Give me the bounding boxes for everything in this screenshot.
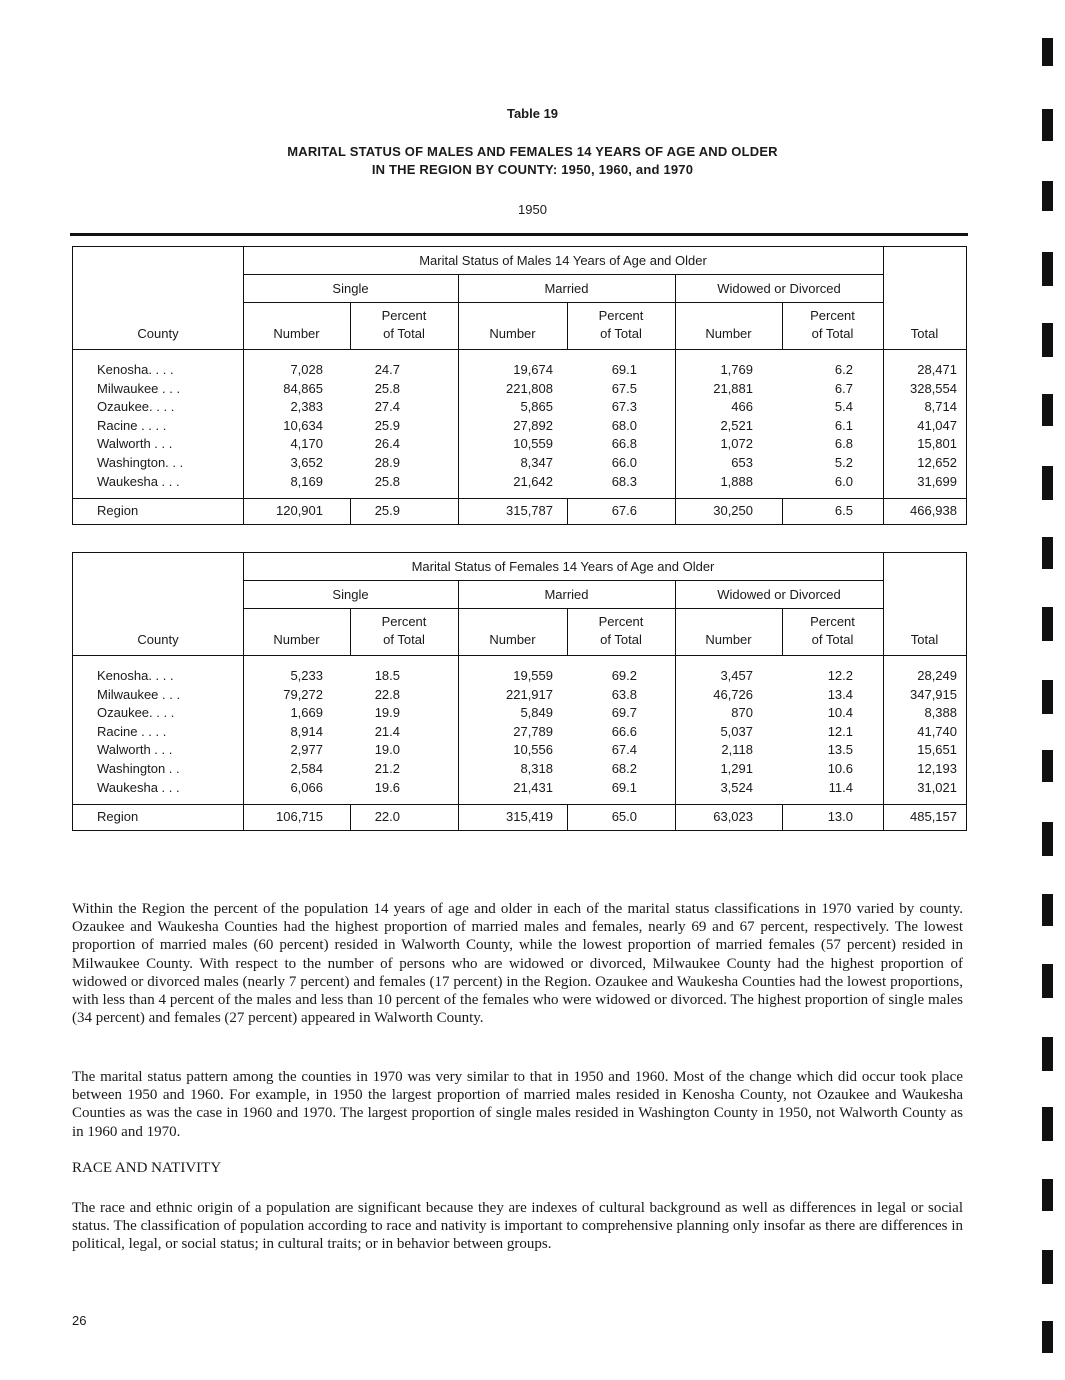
scan-mark bbox=[1042, 964, 1053, 998]
table-banner: Marital Status of Females 14 Years of Age and Older bbox=[411, 559, 715, 574]
row-wid-pct: 12.1 bbox=[827, 723, 853, 739]
scan-mark bbox=[1042, 394, 1053, 426]
paragraph-race: The race and ethnic origin of a population are significant because they are indexes of cultural background as well as differences in legal or social status. The classification of population according to race and nativity is important to comprehensive planning only insofar as there are differences in political, legal, or social status; in cultural traits; or in behavior between groups. bbox=[72, 1200, 963, 1253]
row-county: Walworth . . . bbox=[97, 742, 173, 758]
header-percent: Percent bbox=[598, 308, 644, 323]
row-married-pct: 67.4 bbox=[611, 742, 637, 758]
row-wid-num: 3,524 bbox=[720, 779, 753, 795]
row-total: 15,651 bbox=[917, 742, 957, 758]
row-married-num: 19,674 bbox=[513, 362, 553, 377]
row-county: Kenosha. . . . bbox=[97, 668, 174, 683]
header-county: County bbox=[137, 326, 179, 341]
row-single-num: 7,028 bbox=[290, 362, 323, 377]
row-wid-num: 1,072 bbox=[720, 436, 753, 452]
header-married: Married bbox=[544, 587, 589, 602]
hline bbox=[73, 498, 966, 499]
region-row-single-num: 120,901 bbox=[276, 503, 323, 518]
row-county: Ozaukee. . . . bbox=[97, 399, 175, 415]
row-wid-pct: 12.2 bbox=[827, 668, 853, 683]
row-total: 28,249 bbox=[917, 668, 957, 683]
table-banner: Marital Status of Males 14 Years of Age and Older bbox=[419, 253, 707, 268]
row-wid-pct: 6.0 bbox=[834, 473, 853, 489]
row-wid-num: 21,881 bbox=[713, 380, 753, 396]
hline bbox=[243, 608, 884, 609]
row-single-num: 8,169 bbox=[290, 473, 323, 489]
scan-mark bbox=[1042, 1250, 1053, 1284]
females-table bbox=[72, 552, 967, 831]
region-row-single-num: 106,715 bbox=[276, 809, 323, 824]
row-wid-num: 1,291 bbox=[720, 761, 753, 776]
scan-mark bbox=[1042, 1179, 1053, 1211]
row-married-num: 27,892 bbox=[513, 417, 553, 433]
scan-mark bbox=[1042, 822, 1053, 856]
row-wid-num: 653 bbox=[731, 455, 753, 470]
header-single: Single bbox=[332, 281, 369, 296]
row-married-pct: 68.2 bbox=[611, 761, 637, 776]
row-total: 328,554 bbox=[910, 380, 957, 396]
header-percent: Percent bbox=[810, 308, 855, 323]
row-married-num: 21,431 bbox=[513, 779, 553, 795]
scan-mark bbox=[1042, 252, 1053, 286]
row-county: Kenosha. . . . bbox=[97, 362, 174, 377]
row-married-num: 19,559 bbox=[513, 668, 553, 683]
header-county: County bbox=[137, 632, 179, 647]
row-married-pct: 69.2 bbox=[611, 668, 637, 683]
region-row-married-num: 315,787 bbox=[506, 503, 553, 518]
page-number: 26 bbox=[72, 1313, 87, 1328]
row-total: 31,021 bbox=[917, 779, 957, 795]
row-single-num: 4,170 bbox=[290, 436, 323, 452]
row-single-num: 5,233 bbox=[290, 668, 323, 683]
scan-mark bbox=[1042, 750, 1053, 782]
row-wid-pct: 6.1 bbox=[834, 417, 853, 433]
header-number: Number bbox=[273, 326, 320, 341]
region-row-married-pct: 65.0 bbox=[611, 809, 637, 824]
header-married: Married bbox=[544, 281, 589, 296]
header-number: Number bbox=[489, 632, 536, 647]
header-percent: Percent bbox=[381, 308, 427, 323]
row-single-num: 10,634 bbox=[283, 417, 323, 433]
header-number: Number bbox=[705, 632, 752, 647]
row-single-pct: 19.6 bbox=[374, 779, 400, 795]
region-row-wid-num: 63,023 bbox=[713, 809, 753, 824]
header-percent: Percent bbox=[381, 614, 427, 629]
row-total: 12,193 bbox=[917, 761, 957, 776]
row-total: 347,915 bbox=[910, 686, 957, 702]
region-row-wid-pct: 13.0 bbox=[827, 809, 853, 824]
row-wid-num: 1,888 bbox=[720, 473, 753, 489]
hline bbox=[243, 580, 884, 581]
row-single-num: 84,865 bbox=[283, 380, 323, 396]
row-married-num: 27,789 bbox=[513, 723, 553, 739]
row-county: Racine . . . . bbox=[97, 417, 167, 433]
row-single-pct: 27.4 bbox=[374, 399, 400, 415]
row-wid-pct: 6.7 bbox=[834, 380, 853, 396]
row-married-num: 10,556 bbox=[513, 742, 553, 758]
header-percent: of Total bbox=[811, 632, 854, 647]
row-total: 41,047 bbox=[917, 417, 957, 433]
row-total: 15,801 bbox=[917, 436, 957, 452]
row-married-pct: 66.8 bbox=[611, 436, 637, 452]
row-married-num: 21,642 bbox=[513, 473, 553, 489]
row-single-pct: 25.8 bbox=[374, 473, 400, 489]
row-total: 8,388 bbox=[924, 705, 957, 721]
hline bbox=[73, 804, 966, 805]
region-row-county: Region bbox=[97, 809, 139, 824]
region-row-wid-num: 30,250 bbox=[713, 503, 753, 518]
header-percent: of Total bbox=[600, 326, 642, 341]
row-total: 41,740 bbox=[917, 723, 957, 739]
row-wid-pct: 5.4 bbox=[834, 399, 853, 415]
header-percent: of Total bbox=[600, 632, 642, 647]
header-widowed: Widowed or Divorced bbox=[717, 587, 841, 602]
row-married-pct: 66.6 bbox=[611, 723, 637, 739]
row-married-pct: 69.1 bbox=[611, 362, 637, 377]
row-county: Racine . . . . bbox=[97, 723, 167, 739]
row-wid-pct: 13.5 bbox=[827, 742, 853, 758]
region-row-wid-pct: 6.5 bbox=[834, 503, 853, 518]
row-single-num: 79,272 bbox=[283, 686, 323, 702]
row-married-num: 5,865 bbox=[520, 399, 553, 415]
row-single-num: 2,383 bbox=[290, 399, 323, 415]
row-county: Waukesha . . . bbox=[97, 473, 180, 489]
row-single-pct: 19.0 bbox=[374, 742, 400, 758]
row-total: 12,652 bbox=[917, 455, 957, 470]
scan-mark bbox=[1042, 38, 1053, 66]
hline bbox=[243, 302, 884, 303]
row-married-pct: 66.0 bbox=[611, 455, 637, 470]
row-single-num: 1,669 bbox=[290, 705, 323, 721]
row-wid-num: 46,726 bbox=[713, 686, 753, 702]
header-percent: of Total bbox=[811, 326, 854, 341]
region-row-total: 485,157 bbox=[910, 809, 957, 824]
row-county: Walworth . . . bbox=[97, 436, 173, 452]
row-single-pct: 25.8 bbox=[374, 380, 400, 396]
row-married-pct: 69.7 bbox=[611, 705, 637, 721]
row-wid-pct: 6.8 bbox=[834, 436, 853, 452]
row-wid-pct: 10.4 bbox=[827, 705, 853, 721]
row-wid-num: 466 bbox=[731, 399, 753, 415]
row-single-pct: 24.7 bbox=[374, 362, 400, 377]
row-wid-pct: 5.2 bbox=[834, 455, 853, 470]
scan-mark bbox=[1042, 1037, 1053, 1071]
row-married-pct: 68.3 bbox=[611, 473, 637, 489]
hline bbox=[73, 655, 966, 656]
row-married-pct: 67.3 bbox=[611, 399, 637, 415]
hline bbox=[73, 349, 966, 350]
row-single-pct: 28.9 bbox=[374, 455, 400, 470]
row-wid-num: 2,521 bbox=[720, 417, 753, 433]
header-total: Total bbox=[910, 632, 939, 647]
section-heading: RACE AND NATIVITY bbox=[72, 1160, 222, 1176]
scan-mark bbox=[1042, 323, 1053, 357]
paragraph-marital-1970: Within the Region the percent of the population 14 years of age and older in each of the marital status classifications in 1970 varied by county. Ozaukee and Waukesha Counties had the highest proportion of married males and females, nearly 69 and 67 percent, respectively. The lowest proportion of married males (60 percent) resided in Walworth County, while the lowest proportion of married females (57 percent) resided in Milwaukee County. With respect to the number of persons who are widowed or divorced, Milwaukee County had the highest proportion of widowed or divorced males (nearly 7 percent) and females (17 percent) in the Region. Ozaukee and Waukesha Counties had the lowest proportions, with less than 4 percent of the males and less than 10 percent of the females who were widowed or divorced. The highest proportion of single males (34 percent) and females (27 percent) appeared in Walworth County. bbox=[72, 901, 963, 1027]
header-widowed: Widowed or Divorced bbox=[717, 281, 841, 296]
row-single-pct: 26.4 bbox=[374, 436, 400, 452]
row-single-pct: 22.8 bbox=[374, 686, 400, 702]
table-number: Table 19 bbox=[506, 106, 559, 121]
scan-mark bbox=[1042, 1321, 1053, 1353]
row-wid-pct: 10.6 bbox=[827, 761, 853, 776]
row-wid-num: 870 bbox=[731, 705, 753, 721]
row-single-num: 2,977 bbox=[290, 742, 323, 758]
row-married-num: 8,318 bbox=[520, 761, 553, 776]
row-county: Washington. . . bbox=[97, 455, 184, 470]
header-percent: Percent bbox=[598, 614, 644, 629]
scan-mark bbox=[1042, 1107, 1053, 1141]
row-county: Milwaukee . . . bbox=[97, 380, 181, 396]
row-married-pct: 67.5 bbox=[611, 380, 637, 396]
table-title-line2: IN THE REGION BY COUNTY: 1950, 1960, and 1970 bbox=[371, 162, 694, 177]
row-married-num: 8,347 bbox=[520, 455, 553, 470]
row-county: Waukesha . . . bbox=[97, 779, 180, 795]
row-total: 28,471 bbox=[917, 362, 957, 377]
row-wid-num: 3,457 bbox=[720, 668, 753, 683]
region-row-county: Region bbox=[97, 503, 139, 518]
header-number: Number bbox=[273, 632, 320, 647]
row-wid-num: 5,037 bbox=[720, 723, 753, 739]
row-single-pct: 21.4 bbox=[374, 723, 400, 739]
males-table bbox=[72, 246, 967, 525]
header-total: Total bbox=[910, 326, 939, 341]
row-single-pct: 18.5 bbox=[374, 668, 400, 683]
row-wid-pct: 13.4 bbox=[827, 686, 853, 702]
row-wid-pct: 11.4 bbox=[828, 779, 853, 795]
row-single-pct: 19.9 bbox=[374, 705, 400, 721]
header-single: Single bbox=[332, 587, 369, 602]
row-total: 31,699 bbox=[917, 473, 957, 489]
row-married-num: 5,849 bbox=[520, 705, 553, 721]
row-county: Washington . . bbox=[97, 761, 180, 776]
row-single-num: 6,066 bbox=[290, 779, 323, 795]
row-single-pct: 25.9 bbox=[374, 417, 400, 433]
row-single-num: 3,652 bbox=[290, 455, 323, 470]
paragraph-marital-pattern: The marital status pattern among the counties in 1970 was very similar to that in 1950 and 1960. Most of the change which did occur took place between 1950 and 1960. For example, in 1950 the largest proportion of married males resided in Kenosha County, not Ozaukee and Waukesha Counties as was the case in 1960 and 1970. The largest proportion of single males resided in Washington County in 1950, not Walworth County as in 1960 and 1970. bbox=[72, 1069, 963, 1140]
row-total: 8,714 bbox=[924, 399, 957, 415]
table-year: 1950 bbox=[518, 202, 547, 217]
row-county: Milwaukee . . . bbox=[97, 686, 181, 702]
row-wid-num: 2,118 bbox=[721, 742, 753, 758]
row-married-num: 221,808 bbox=[506, 380, 553, 396]
row-single-pct: 21.2 bbox=[374, 761, 400, 776]
row-married-pct: 68.0 bbox=[611, 417, 637, 433]
row-single-num: 2,584 bbox=[290, 761, 323, 776]
hline bbox=[243, 274, 884, 275]
scan-mark bbox=[1042, 894, 1053, 926]
region-row-married-pct: 67.6 bbox=[611, 503, 637, 518]
row-married-num: 221,917 bbox=[506, 686, 553, 702]
row-married-num: 10,559 bbox=[513, 436, 553, 452]
region-row-married-num: 315,419 bbox=[506, 809, 553, 824]
header-percent: of Total bbox=[383, 326, 425, 341]
region-row-total: 466,938 bbox=[910, 503, 957, 518]
header-percent: Percent bbox=[810, 614, 855, 629]
table-top-rule bbox=[70, 233, 968, 236]
region-row-single-pct: 25.9 bbox=[374, 503, 400, 518]
region-row-single-pct: 22.0 bbox=[374, 809, 400, 824]
scan-mark bbox=[1042, 607, 1053, 641]
header-percent: of Total bbox=[383, 632, 425, 647]
scan-mark bbox=[1042, 537, 1053, 569]
row-married-pct: 69.1 bbox=[611, 779, 637, 795]
row-wid-num: 1,769 bbox=[720, 362, 753, 377]
row-wid-pct: 6.2 bbox=[834, 362, 853, 377]
table-title-line1: MARITAL STATUS OF MALES AND FEMALES 14 YEARS OF AGE AND OLDER bbox=[287, 144, 778, 159]
scan-mark bbox=[1042, 680, 1053, 714]
row-single-num: 8,914 bbox=[290, 723, 323, 739]
header-number: Number bbox=[705, 326, 752, 341]
row-county: Ozaukee. . . . bbox=[97, 705, 175, 721]
header-number: Number bbox=[489, 326, 536, 341]
row-married-pct: 63.8 bbox=[611, 686, 637, 702]
scan-mark bbox=[1042, 466, 1053, 500]
